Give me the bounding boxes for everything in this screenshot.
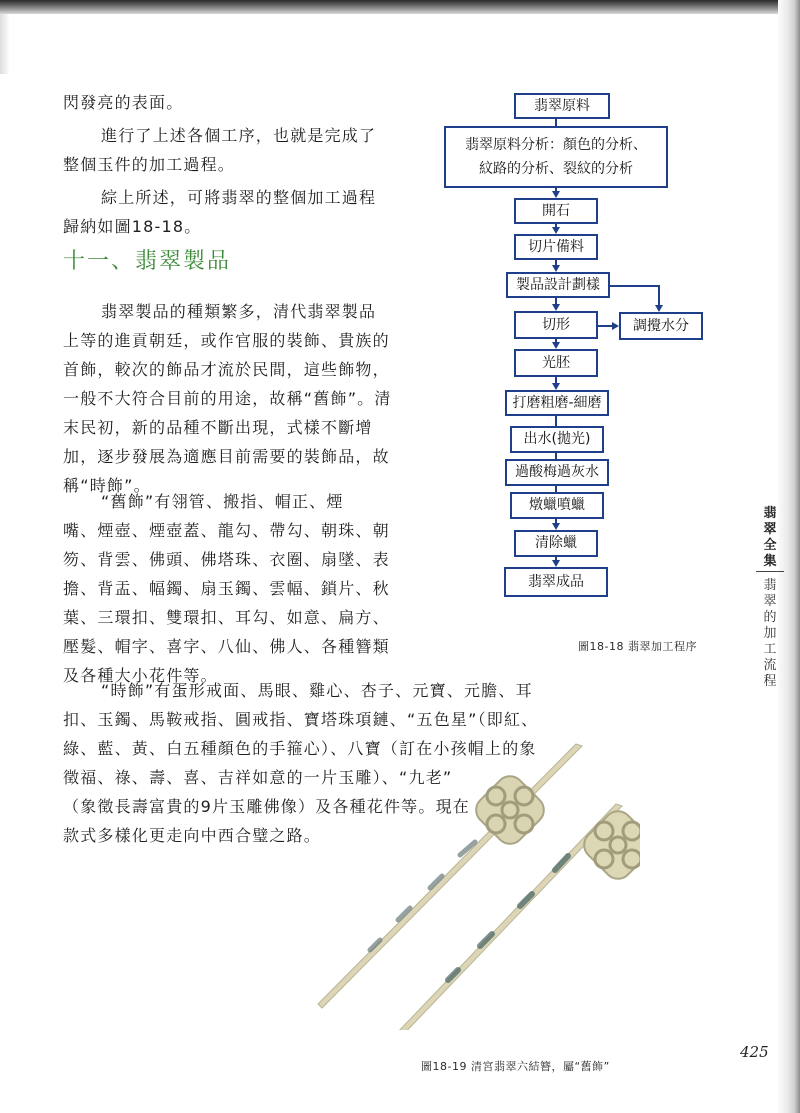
text-line: 款式多樣化更走向中西合璧之路。 [63, 826, 322, 845]
flow-step-acid-wash [505, 459, 609, 486]
flow-arrow [552, 227, 560, 234]
flow-step-label: 出水(拋光) [523, 431, 591, 447]
flow-connector [555, 416, 557, 426]
flow-arrow [552, 383, 560, 390]
text-line: 上等的進貢朝廷，或作官服的裝飾、貴族的 [63, 331, 390, 350]
flow-step-label: 調攪水分 [633, 318, 689, 334]
text-line: “舊飾”有翎管、搬指、帽正、煙 [101, 492, 344, 511]
text-line: 嘴、煙壺、煙壺蓋、龍勾、帶勾、朝珠、朝 [63, 521, 390, 540]
sidebar-chapter-title: 翡翠的加工流程 [763, 578, 777, 689]
flow-step-rough-blank [514, 349, 598, 377]
flow-arrow [655, 305, 663, 312]
text-line: 擔、背盂、幅鐲、扇玉鐲、雲幅、鎖片、秋 [63, 579, 390, 598]
flow-arrow [552, 304, 560, 311]
flow-step-label: 製品設計劃樣 [516, 277, 600, 293]
knot-ornament [578, 805, 640, 884]
text-line: 綠、藍、黃、白五種顏色的手箍心）、八寶（訂在小孩帽上的象 [63, 739, 537, 758]
paragraph-2 [63, 487, 390, 690]
paragraph-1 [63, 297, 392, 500]
text-line: 葉、三環扣、雙環扣、耳勾、如意、扁方、 [63, 608, 390, 627]
text-line: 壓髮、帽字、喜字、八仙、佛人、各種簪類 [63, 637, 390, 656]
text-line: 歸納如圖18-18。 [63, 217, 202, 236]
flow-step-label: 翡翠原料 [534, 98, 590, 114]
flow-arrow [552, 523, 560, 530]
flowchart-caption: 圖18-18 翡翠加工程序 [578, 640, 697, 653]
text-line: 笏、背雲、佛頭、佛塔珠、衣圈、扇墜、表 [63, 550, 390, 569]
flow-step-label: 翡翠原料分析：顏色的分析、 [465, 137, 647, 153]
photo-caption: 圖18-19 清宮翡翠六結簪，屬“舊飾” [421, 1060, 610, 1073]
flow-step-label: 過酸梅過灰水 [515, 464, 599, 480]
flow-step-remove-wax [514, 530, 598, 557]
flow-connector [555, 486, 557, 492]
flow-step-label: 光胚 [542, 355, 570, 371]
text-line: 扣、玉鐲、馬鞍戒指、圓戒指、寶塔珠項鏈、“五色星”（即紅、 [63, 710, 539, 729]
flow-step-waxing [510, 492, 604, 519]
scan-right-edge [778, 0, 800, 1113]
flow-connector [658, 285, 660, 305]
sidebar-book-title: 翡翠全集 [763, 506, 777, 569]
text-line: 末民初，新的品種不斷出現，式樣不斷增 [63, 418, 373, 437]
flow-step-label: 燉蠟噴蠟 [529, 497, 585, 513]
scan-top-edge [0, 0, 800, 14]
flow-step-design [506, 272, 610, 298]
flow-arrow [552, 560, 560, 567]
flow-step-polishing [510, 426, 604, 453]
jade-hairpin-photo [310, 730, 640, 1030]
flow-step-slicing [514, 234, 598, 260]
text-line: 翡翠製品的種類繁多，清代翡翠製品 [101, 302, 377, 321]
text-line: 徵福、祿、壽、喜、吉祥如意的一片玉雕）、“九老” [63, 768, 453, 787]
hairpin-left [318, 744, 582, 1008]
flow-connector [610, 285, 660, 287]
text-line: 首飾，較次的飾品才流於民間，這些飾物， [63, 360, 390, 379]
flow-step-label: 開石 [542, 203, 570, 219]
text-line: 及各種大小花件等。 [63, 666, 218, 685]
flow-arrow [552, 342, 560, 349]
flow-arrow [612, 322, 619, 330]
flow-connector [555, 453, 557, 459]
text-line: 綜上所述，可將翡翠的整個加工過程 [101, 188, 377, 207]
flow-connector [598, 325, 612, 327]
flow-step-label: 切片備料 [528, 239, 584, 255]
flow-step-open-stone [514, 198, 598, 224]
text-line: 進行了上述各個工序，也就是完成了 [101, 126, 377, 145]
flow-step-grinding [505, 390, 609, 416]
sidebar-divider [756, 571, 784, 572]
flow-step-analysis [444, 126, 668, 188]
flow-step-cut-shape [514, 311, 598, 339]
flow-step-label: 紋路的分析、裂紋的分析 [479, 161, 633, 177]
flow-arrow [552, 265, 560, 272]
page-fold-shadow [0, 14, 10, 74]
section-title: 十一、翡翠製品 [63, 249, 232, 274]
text-line: “時飾”有蛋形戒面、馬眼、雞心、杏子、元寶、元膽、耳 [101, 681, 533, 700]
text-line: 整個玉件的加工過程。 [63, 155, 236, 174]
flow-step-label: 打磨粗磨-細磨 [512, 395, 602, 411]
text-line: （象徵長壽富貴的9片玉雕佛像）及各種花件等。現在 [63, 797, 470, 816]
text-line: 稱“時飾”。 [63, 476, 151, 495]
flow-arrow [552, 191, 560, 198]
flow-step-raw-material [514, 93, 610, 119]
flow-connector [555, 119, 557, 126]
text-line: 一般不大符合目前的用途，故稱“舊飾”。清 [63, 389, 392, 408]
intro-paragraph [63, 88, 376, 241]
page-number: 425 [740, 1043, 769, 1061]
text-line: 閃發亮的表面。 [63, 93, 184, 112]
flow-step-side-water [619, 312, 703, 340]
flow-step-label: 切形 [542, 317, 570, 333]
flow-step-label: 翡翠成品 [528, 574, 584, 590]
flow-step-finished [504, 567, 608, 597]
flow-step-label: 清除蠟 [535, 535, 577, 551]
text-line: 加，逐步發展為適應目前需要的裝飾品，故 [63, 447, 390, 466]
